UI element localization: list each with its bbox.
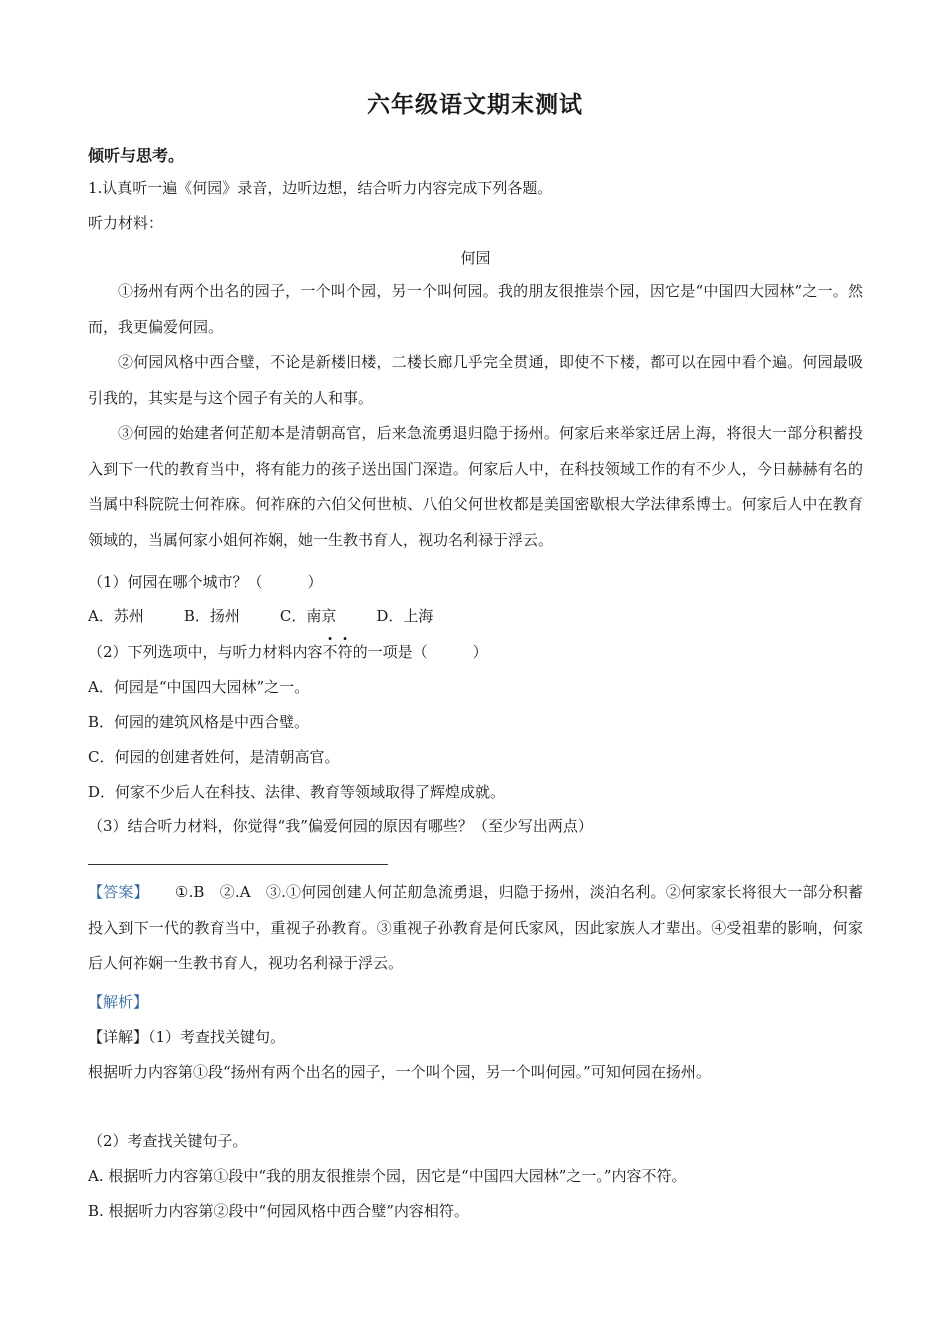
sub-question-3: （3）结合听力材料，你觉得“我”偏爱何园的原因有哪些？（至少写出两点） [88, 817, 593, 835]
question-1: 1.认真听一遍《何园》录音，边听边想，结合听力内容完成下列各题。 [88, 179, 553, 197]
sub-question-2-pre: （2）下列选项中，与听力材料内容 [88, 643, 323, 661]
sub-question-1-options [88, 606, 868, 626]
sub2-option-d: D．何家不少后人在科技、法律、教育等领域取得了辉煌成就。 [88, 783, 506, 801]
detail-line-1 [88, 1027, 868, 1047]
material-label: 听力材料： [88, 214, 164, 232]
paragraph-3: ③何园的始建者何芷舠本是清朝高官，后来急流勇退归隐于扬州。何家后来举家迁居上海，将很大一部分积蓄投入到下一代的教育当中，将有能力的孩子送出国门深造。何家后人中，在科技领域工作的有不少人，今日赫赫有名的当属中科院院士何祚庥。何祚庥的六伯父何世桢、八伯父何世枚都是美国密歇根大学法律系博士。何家后人中在教育领域的，当属何家小姐何祚娴，她一生教书育人，视功名利禄于浮云。 [88, 424, 863, 549]
answer-text: ①.B ②.A ③.①何园创建人何芷舠急流勇退，归隐于扬州，淡泊名利。②何家家长将很大一部分积蓄投入到下一代的教育当中，重视子孙教育。③重视子孙教育是何氏家风，因此家族人才辈出。④受祖辈的影响，何家后人何祚娴一生教书育人，视功名利禄于浮云。 [88, 883, 863, 972]
detail-1: （1）考查找关键句。 [148, 1028, 286, 1046]
passage-title: 何园 [460, 249, 491, 267]
option-b: B．扬州 [183, 607, 240, 625]
detail-1-text: 根据听力内容第①段“扬州有两个出名的园子，一个叫个园，另一个叫何园。”可知何园在扬州。 [88, 1063, 711, 1081]
analysis-label: 【解析】 [88, 993, 149, 1011]
answer-block [88, 875, 863, 982]
paragraph-2: ②何园风格中西合璧，不论是新楼旧楼，二楼长廊几乎完全贯通，即使不下楼，都可以在园中看个遍。何园最吸引我的，其实是与这个园子有关的人和事。 [88, 353, 863, 407]
sub2-option-b: B．何园的建筑风格是中西合璧。 [88, 713, 310, 731]
emphasis-dot-char: 符 [337, 643, 353, 661]
option-c: C．南京 [279, 607, 337, 625]
section-heading: 倾听与思考。 [88, 146, 185, 165]
sub-question-2 [88, 642, 868, 662]
paragraph-1: ①扬州有两个出名的园子，一个叫个园，另一个叫何园。我的朋友很推崇个园，因它是“中国四大园林”之一。然而，我更偏爱何园。 [88, 282, 863, 336]
emphasis-dot-char: 不 [322, 643, 338, 661]
page-title: 六年级语文期末测试 [367, 91, 583, 118]
detail-label: 【详解】 [88, 1028, 149, 1046]
answer-line [88, 864, 388, 865]
sub2-option-c: C．何园的创建者姓何，是清朝高官。 [88, 748, 340, 766]
sub-question-1: （1）何园在哪个城市？（ ） [88, 573, 323, 591]
sub-question-2-post: 的一项是（ ） [352, 643, 488, 661]
detail-2a: A. 根据听力内容第①段中“我的朋友很推崇个园，因它是“中国四大园林”之一。”内容不符。 [88, 1167, 687, 1185]
option-a: A．苏州 [88, 607, 144, 625]
option-d: D．上海 [376, 607, 434, 625]
detail-2b: B. 根据听力内容第②段中“何园风格中西合璧”内容相符。 [88, 1202, 469, 1220]
answer-label: 【答案】 [88, 883, 149, 901]
sub2-option-a: A．何园是“中国四大园林”之一。 [88, 678, 310, 696]
detail-2: （2）考查找关键句子。 [88, 1132, 248, 1150]
